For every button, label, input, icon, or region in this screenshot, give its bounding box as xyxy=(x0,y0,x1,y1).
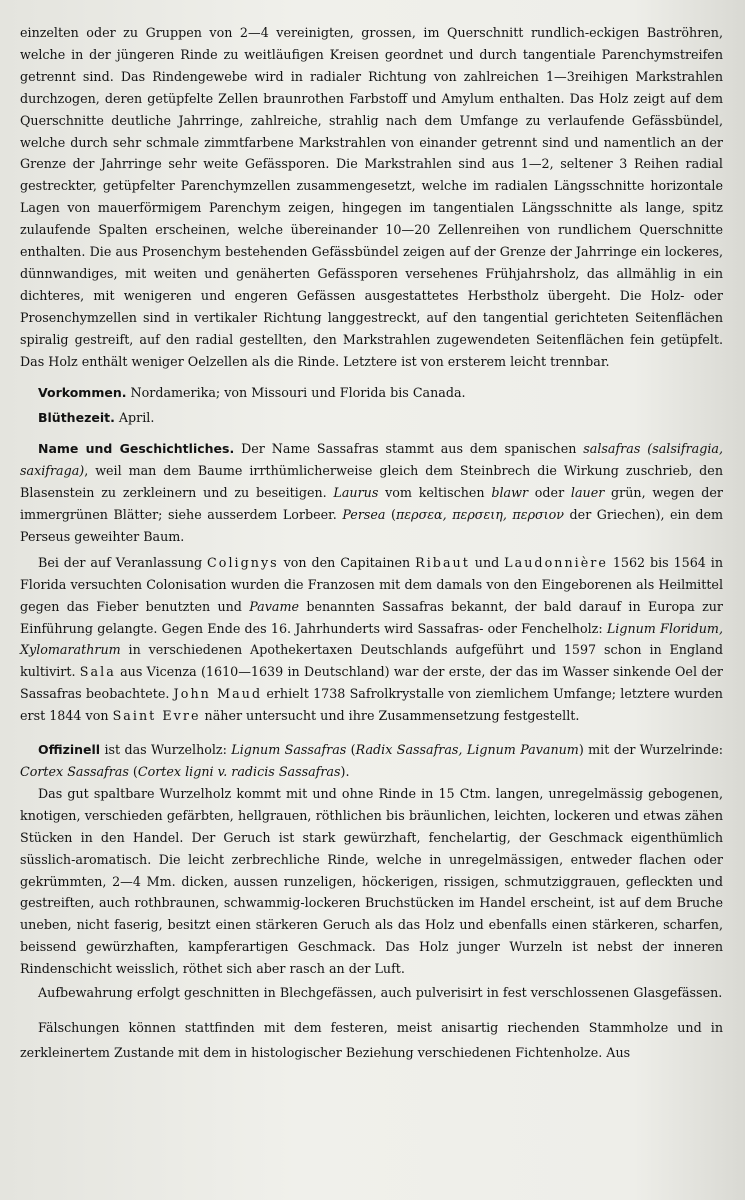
name-geschichtliches-heading: Name und Geschichtliches. xyxy=(38,441,235,457)
offizinell-text: ) mit der Wurzelrinde: xyxy=(578,742,723,758)
person-name: Saint Evre xyxy=(112,708,201,724)
history-text: in verschiedenen Apothekertaxen Deutschlands aufgeführt und 1597 schon in England kultivirt. xyxy=(20,642,723,680)
name-italic: blawr xyxy=(491,485,529,501)
name-italic: Laurus xyxy=(333,485,379,501)
name-text: vom keltischen xyxy=(378,485,492,501)
offizinell-italic: Cortex ligni v. radicis Sassafras xyxy=(137,764,341,779)
name-text: grün, wegen der immergrünen Blätter; siehe ausserdem Lorbeer. xyxy=(20,485,723,523)
name-text: oder xyxy=(528,485,571,501)
name-italic: Persea xyxy=(342,507,386,523)
bluethezeit-heading: Blüthezeit. xyxy=(38,410,115,426)
person-name: Laudonnière xyxy=(504,554,608,570)
wurzelholz-paragraph: Das gut spaltbare Wurzelholz kommt mit und ohne Rinde in 15 Ctm. langen, unregelmässig gebogenen, knotigen, verschieden gefärbten, hellgrauen, röthlichen bis bräunlichen, leichten, lockeren und etwas zähen Stücken in den Handel. Der Geruch ist stark gewürzhaft, fenchelartig, der Geschmack eigenthümlich süsslich-aromatisch. Die leicht zerbrechliche Rinde, welche in unregelmässigen, entweder flachen oder gekrümmten, 2—4 Mm. dicken, aussen runzeligen, höckerigen, rissigen, schmutziggrauen, gefleckten und gestreiften, auch rothbraunen, schwammig-lockeren Bruchstücken im Handel erscheint, ist auf dem Bruche uneben, nicht faserig, besitzt einen stärkeren Geruch als das Holz und ebenfalls einen stärkeren, scharfen, beissend gewürzhaften, kampferartigen Geschmack. Das Holz junger Wurzeln ist nebst der inneren Rindenschicht weisslich, röthet sich aber rasch an der Luft. xyxy=(20,785,723,977)
offizinell-italic: Cortex Sassafras xyxy=(20,764,129,779)
vorkommen-text: Nordamerika; von Missouri und Florida bis Canada. xyxy=(126,384,466,400)
vorkommen-paragraph xyxy=(20,382,723,404)
history-text: aus Vicenza (1610—1639 in Deutschland) war der erste, der das im Wasser sinkende Oel der Sassafras beobachtete. xyxy=(20,664,723,702)
bluethezeit-text: April. xyxy=(114,410,155,426)
history-text: von den Capitainen xyxy=(278,554,416,570)
person-name: Sala xyxy=(79,664,116,680)
history-text: benannten Sassafras bekannt, der bald darauf in Europa zur Einführung gelangte. Gegen Ende des 16. Jahrhunderts wird Sassafras- oder Fenchelholz: xyxy=(20,598,723,636)
person-name: Colignys xyxy=(207,554,279,570)
name-italic: salsafras (salsifragia, saxifraga) xyxy=(20,441,723,479)
person-name: John Maud xyxy=(173,686,263,702)
offizinell-text: ist das Wurzelholz: xyxy=(100,742,232,758)
history-italic: Pavame xyxy=(249,598,300,614)
offizinell-text: ( xyxy=(128,764,138,779)
history-text: näher untersucht und ihre Zusammensetzung festgestellt. xyxy=(200,708,580,724)
name-italic: lauer xyxy=(570,485,605,501)
offizinell-text: ). xyxy=(340,764,350,779)
history-text: Bei der auf Veranlassung xyxy=(38,554,208,570)
greek-text: περσεα, περσειη, περσιον xyxy=(395,507,565,523)
name-text: , weil man dem Baume irrthümlicherweise gleich dem Steinbrech die Wirkung zuschrieb, den Blasenstein zu zerkleinern und zu beseitigen. xyxy=(20,463,723,501)
faelschungen-paragraph: Fälschungen können stattfinden mit dem festeren, meist anisartig riechenden Stammholze und in zerkleinertem Zustande mit dem in histologischer Beziehung verschiedenen Fichtenholze. Aus xyxy=(20,1019,723,1061)
person-name: Ribaut xyxy=(415,554,470,570)
name-text: ( xyxy=(385,507,396,523)
offizinell-heading: Offizinell xyxy=(38,742,101,758)
aufbewahrung-paragraph: Aufbewahrung erfolgt geschnitten in Blechgefässen, auch pulverisirt in fest verschlossenen Glasgefässen. xyxy=(38,985,723,1001)
offizinell-paragraph xyxy=(20,739,723,783)
anatomy-paragraph: einzelten oder zu Gruppen von 2—4 vereinigten, grossen, im Querschnitt rundlich-eckigen Baströhren, welche in der jüngeren Rinde zu weitläufigen Kreisen geordnet und durch tangentiale Parenchymstreifen getrennt sind. Das Rindengewebe wird in radialer Richtung von zahlreichen 1—3reihigen Markstrahlen durchzogen, deren getüpfelte Zellen braunrothen Farbstoff und Amylum enthalten. Das Holz zeigt auf dem Querschnitte deutliche Jahrringe, zahlreiche, strahlig nach dem Umfange zu verlaufende Gefässbündel, welche durch sehr schmale zimmtfarbene Markstrahlen von einander getrennt sind und namentlich an der Grenze der Jahrringe sehr weite Gefässporen. Die Markstrahlen sind aus 1—2, seltener 3 Reihen radial gestreckter, getüpfelter Parenchymzellen zusammengesetzt, welche im radialen Längsschnitte horizontale Lagen von mauerförmigem Parenchym zeigen, hingegen im tangentialen Längsschnitte als lange, spitz zulaufende Spalten erscheinen, welche übereinander 10—20 Zellenreihen von rundlichem Querschnitte enthalten. Die aus Prosenchym bestehenden Gefässbündel zeigen auf der Grenze der Jahrringe ein lockeres, dünnwandiges, mit weiten und genäherten Gefässporen versehenes Frühjahrsholz, das allmählig in ein dichteres, mit wenigeren und engeren Gefässen ausgestattetes Herbstholz übergeht. Die Holz- oder Prosenchymzellen sind in vertikaler Richtung langgestreckt, auf den tangential gerichteten Seitenflächen spiralig gestreift, auf den radial gestellten, den Markstrahlen zugewendeten Seitenflächen fein getüpfelt. Das Holz enthält weniger Oelzellen als die Rinde. Letztere ist von ersterem leicht trennbar. xyxy=(20,25,723,369)
history-text: erhielt 1738 Safrolkrystalle von ziemlichem Umfange; letztere wurden erst 1844 von xyxy=(20,686,723,724)
name-geschichtliches-paragraph xyxy=(20,438,723,548)
vorkommen-heading: Vorkommen. xyxy=(38,384,127,400)
offizinell-italic: Radix Sassafras, Lignum Pavanum xyxy=(355,742,579,758)
name-text: der Griechen), ein dem Perseus geweihter Baum. xyxy=(20,507,723,544)
offizinell-italic: Lignum Sassafras xyxy=(231,742,347,758)
history-text: 1562 bis 1564 in Florida versuchten Colonisation wurden die Franzosen mit dem damals von den Eingeborenen als Heilmittel gegen das Fieber benutzten und xyxy=(20,554,724,614)
bluethezeit-paragraph xyxy=(20,407,723,429)
history-paragraph xyxy=(20,552,723,727)
offizinell-text: ( xyxy=(346,742,356,758)
name-text: Der Name Sassafras stammt aus dem spanischen xyxy=(234,441,584,457)
history-text: und xyxy=(469,554,505,570)
history-italic: Lignum Floridum, Xylomarathrum xyxy=(20,620,724,658)
